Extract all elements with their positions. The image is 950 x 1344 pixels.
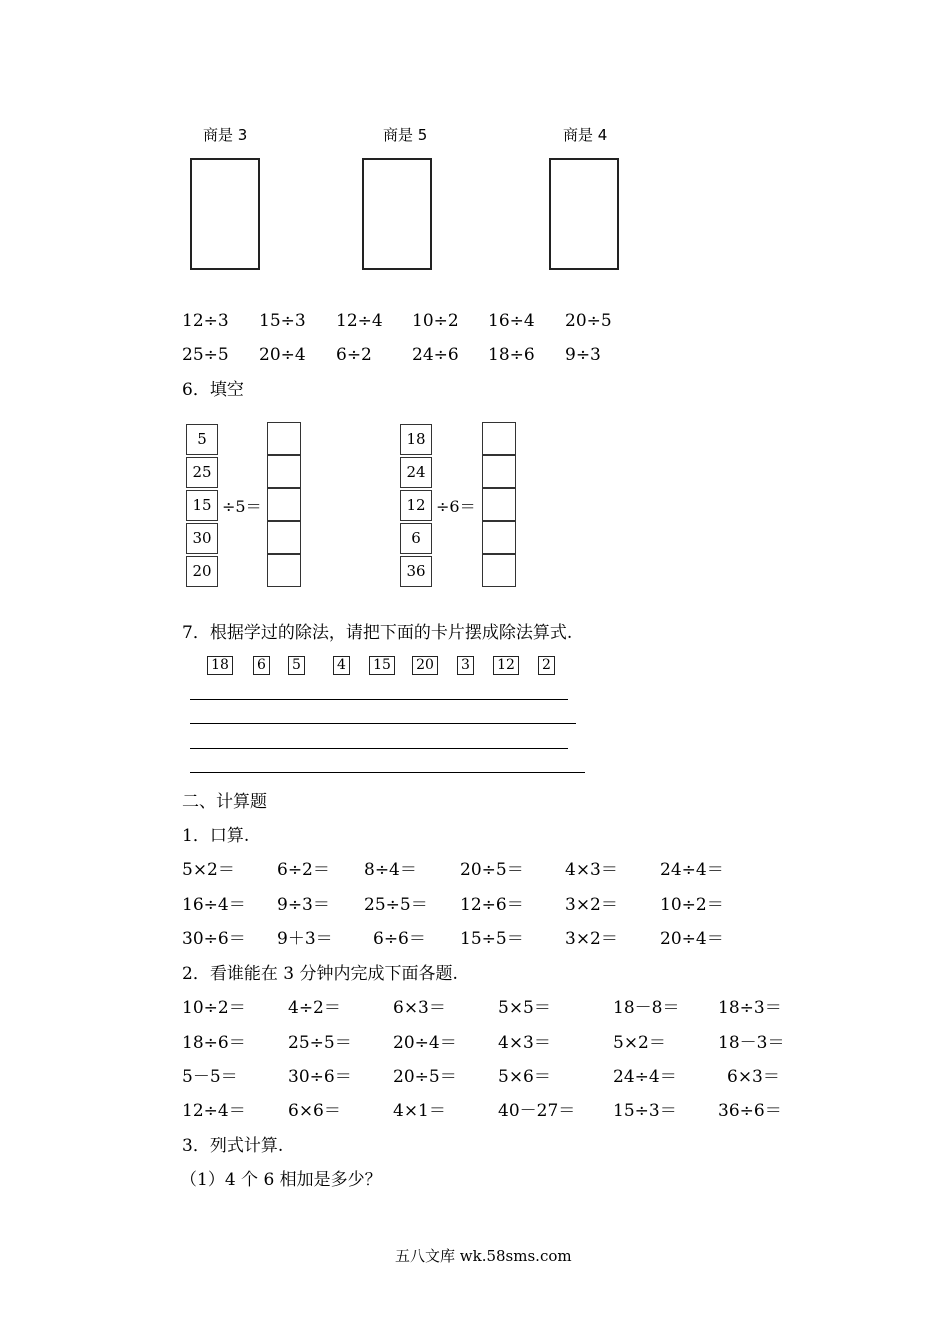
timed-problem: 18÷3＝ xyxy=(718,998,782,1018)
question-3-title: 3．列式计算. xyxy=(182,1136,284,1156)
oral-problem: 3×2＝ xyxy=(565,929,618,949)
question-2-title: 2．看谁能在 3 分钟内完成下面各题. xyxy=(182,964,458,984)
number-card[interactable]: 6 xyxy=(253,656,270,675)
quotient-header-3: 商是 3 xyxy=(203,126,248,144)
answer-cell[interactable] xyxy=(482,521,516,554)
timed-problem: 4×3＝ xyxy=(498,1033,551,1053)
expression: 24÷6 xyxy=(412,345,459,365)
answer-cell[interactable] xyxy=(482,488,516,521)
oral-problem: 8÷4＝ xyxy=(364,860,417,880)
question-1-title: 1．口算. xyxy=(182,826,250,846)
expression: 18÷6 xyxy=(488,345,535,365)
quotient-header-5: 商是 5 xyxy=(383,126,428,144)
answer-line[interactable] xyxy=(190,723,576,724)
expression: 6÷2 xyxy=(336,345,372,365)
oral-problem: 20÷4＝ xyxy=(660,929,724,949)
timed-problem: 4÷2＝ xyxy=(288,998,341,1018)
answer-cell[interactable] xyxy=(482,422,516,455)
oral-problem: 15÷5＝ xyxy=(460,929,524,949)
timed-problem: 6×6＝ xyxy=(288,1101,341,1121)
expression: 12÷4 xyxy=(336,311,383,331)
number-cell: 20 xyxy=(186,556,218,587)
expression: 12÷3 xyxy=(182,311,229,331)
oral-problem: 6÷6＝ xyxy=(373,929,426,949)
timed-problem: 40－27＝ xyxy=(498,1101,576,1121)
quotient-box-3 xyxy=(190,158,260,270)
timed-problem: 15÷3＝ xyxy=(613,1101,677,1121)
number-cell: 6 xyxy=(400,523,432,554)
answer-cell[interactable] xyxy=(267,422,301,455)
timed-problem: 5－5＝ xyxy=(182,1067,238,1087)
timed-problem: 30÷6＝ xyxy=(288,1067,352,1087)
oral-problem: 5×2＝ xyxy=(182,860,235,880)
oral-problem: 9÷3＝ xyxy=(277,895,330,915)
number-card[interactable]: 5 xyxy=(288,656,305,675)
number-cell: 12 xyxy=(400,490,432,521)
question-3-sub-1: （1）4 个 6 相加是多少？ xyxy=(180,1170,382,1190)
oral-problem: 9＋3＝ xyxy=(277,929,333,949)
timed-problem: 6×3＝ xyxy=(727,1067,780,1087)
expression: 20÷5 xyxy=(565,311,612,331)
oral-problem: 30÷6＝ xyxy=(182,929,246,949)
number-card[interactable]: 2 xyxy=(538,656,555,675)
oral-problem: 10÷2＝ xyxy=(660,895,724,915)
timed-problem: 36÷6＝ xyxy=(718,1101,782,1121)
number-cell: 18 xyxy=(400,424,432,455)
answer-cell[interactable] xyxy=(267,521,301,554)
expression: 25÷5 xyxy=(182,345,229,365)
timed-problem: 18－3＝ xyxy=(718,1033,785,1053)
expression: 9÷3 xyxy=(565,345,601,365)
expression: 16÷4 xyxy=(488,311,535,331)
answer-cell[interactable] xyxy=(267,455,301,488)
oral-problem: 16÷4＝ xyxy=(182,895,246,915)
oral-problem: 12÷6＝ xyxy=(460,895,524,915)
number-card[interactable]: 18 xyxy=(207,656,233,675)
expression: 15÷3 xyxy=(259,311,306,331)
number-cell: 30 xyxy=(186,523,218,554)
number-cell: 25 xyxy=(186,457,218,488)
oral-problem: 25÷5＝ xyxy=(364,895,428,915)
number-card[interactable]: 12 xyxy=(493,656,519,675)
answer-cell[interactable] xyxy=(482,455,516,488)
footer-watermark: 五八文库 wk.58sms.com xyxy=(395,1247,572,1265)
timed-problem: 25÷5＝ xyxy=(288,1033,352,1053)
timed-problem: 24÷4＝ xyxy=(613,1067,677,1087)
timed-problem: 4×1＝ xyxy=(393,1101,446,1121)
oral-problem: 24÷4＝ xyxy=(660,860,724,880)
timed-problem: 5×6＝ xyxy=(498,1067,551,1087)
quotient-box-4 xyxy=(549,158,619,270)
oral-problem: 20÷5＝ xyxy=(460,860,524,880)
timed-problem: 10÷2＝ xyxy=(182,998,246,1018)
question-6-title: 6．填空 xyxy=(182,380,244,400)
number-cell: 36 xyxy=(400,556,432,587)
timed-problem: 5×2＝ xyxy=(613,1033,666,1053)
number-card[interactable]: 20 xyxy=(412,656,438,675)
q6-right-number-column xyxy=(400,424,432,590)
answer-line[interactable] xyxy=(190,772,585,773)
expression: 20÷4 xyxy=(259,345,306,365)
timed-problem: 18÷6＝ xyxy=(182,1033,246,1053)
timed-problem: 12÷4＝ xyxy=(182,1101,246,1121)
number-card[interactable]: 3 xyxy=(457,656,474,675)
number-cell: 24 xyxy=(400,457,432,488)
timed-problem: 18－8＝ xyxy=(613,998,680,1018)
expression: 10÷2 xyxy=(412,311,459,331)
oral-problem: 6÷2＝ xyxy=(277,860,330,880)
quotient-box-5 xyxy=(362,158,432,270)
q6-left-answer-column xyxy=(267,422,301,590)
timed-problem: 20÷5＝ xyxy=(393,1067,457,1087)
number-card[interactable]: 15 xyxy=(369,656,395,675)
answer-cell[interactable] xyxy=(482,554,516,587)
answer-cell[interactable] xyxy=(267,554,301,587)
number-cell: 15 xyxy=(186,490,218,521)
timed-problem: 6×3＝ xyxy=(393,998,446,1018)
q6-left-number-column xyxy=(186,424,218,590)
q6-right-operator: ÷6＝ xyxy=(436,497,476,516)
q6-right-answer-column xyxy=(482,422,516,590)
number-card[interactable]: 4 xyxy=(333,656,350,675)
answer-line[interactable] xyxy=(190,699,568,700)
answer-cell[interactable] xyxy=(267,488,301,521)
number-cell: 5 xyxy=(186,424,218,455)
answer-line[interactable] xyxy=(190,748,568,749)
section-title: 二、计算题 xyxy=(182,792,267,812)
oral-problem: 3×2＝ xyxy=(565,895,618,915)
question-7-title: 7．根据学过的除法，请把下面的卡片摆成除法算式. xyxy=(182,623,573,643)
q6-left-operator: ÷5＝ xyxy=(222,497,262,516)
oral-problem: 4×3＝ xyxy=(565,860,618,880)
timed-problem: 20÷4＝ xyxy=(393,1033,457,1053)
timed-problem: 5×5＝ xyxy=(498,998,551,1018)
quotient-header-4: 商是 4 xyxy=(563,126,608,144)
